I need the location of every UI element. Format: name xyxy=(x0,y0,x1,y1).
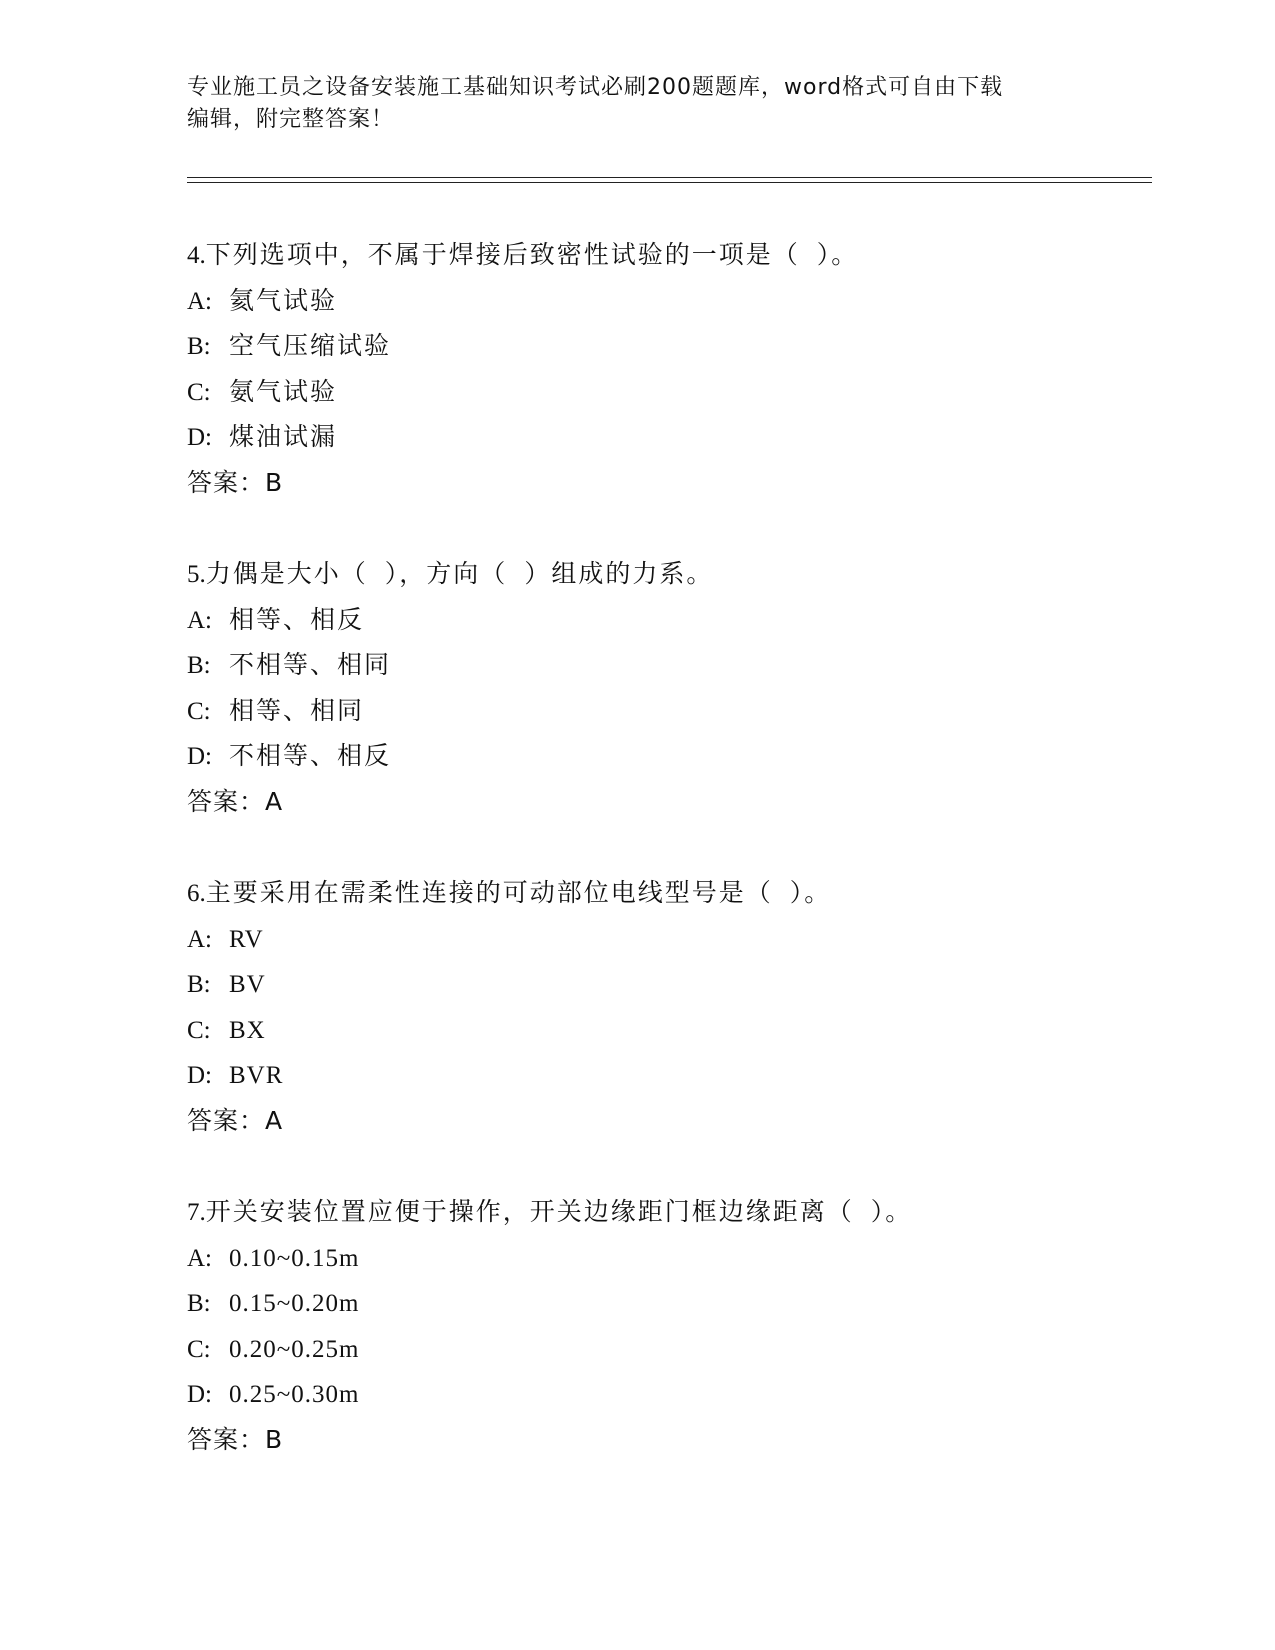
option-letter: C: xyxy=(187,697,211,725)
header-divider-bottom xyxy=(187,182,1152,183)
option-b xyxy=(187,323,1147,369)
option-c xyxy=(187,688,1147,734)
option-letter: B: xyxy=(187,652,211,679)
question-7 xyxy=(187,1189,1147,1462)
option-letter: B: xyxy=(187,971,211,998)
option-c xyxy=(187,1007,1147,1053)
option-b xyxy=(187,1280,1147,1326)
option-c xyxy=(187,369,1147,415)
header-title-line-2: 编辑，附完整答案！ xyxy=(187,107,395,132)
option-text: 不相等、相反 xyxy=(229,741,392,770)
option-text: 0.10~0.15m xyxy=(229,1244,360,1272)
question-text: 力偶是大小（ ），方向（ ）组成的力系。 xyxy=(205,559,714,588)
question-text: 下列选项中，不属于焊接后致密性试验的一项是（ ）。 xyxy=(205,240,859,269)
answer-line: 答案：A xyxy=(187,786,284,816)
question-stem xyxy=(187,1189,1147,1235)
question-number: 6. xyxy=(187,880,206,907)
option-text: BV xyxy=(229,971,266,998)
option-letter: C: xyxy=(187,1016,211,1044)
option-text: 相等、相同 xyxy=(229,695,365,725)
question-text: 主要采用在需柔性连接的可动部位电线型号是（ ）。 xyxy=(205,878,832,907)
option-d xyxy=(187,1052,1147,1098)
question-stem xyxy=(187,870,1147,916)
option-letter: D: xyxy=(187,1062,212,1089)
option-letter: D: xyxy=(187,424,212,451)
option-b xyxy=(187,642,1147,688)
option-letter: A: xyxy=(187,1244,212,1272)
question-number: 4. xyxy=(187,242,206,269)
option-text: BX xyxy=(229,1016,266,1044)
answer-line: 答案：B xyxy=(187,467,284,497)
option-letter: D: xyxy=(187,743,212,770)
option-text: 相等、相反 xyxy=(229,604,365,634)
option-text: 煤油试漏 xyxy=(229,422,338,451)
header-divider-top xyxy=(187,177,1152,178)
option-text: 0.15~0.20m xyxy=(229,1290,360,1317)
answer-line: 答案：B xyxy=(187,1424,284,1454)
option-text: 0.25~0.30m xyxy=(229,1381,360,1408)
question-stem xyxy=(187,551,1147,597)
option-text: 空气压缩试验 xyxy=(229,331,392,360)
option-d xyxy=(187,733,1147,779)
option-letter: A: xyxy=(187,606,212,634)
option-letter: B: xyxy=(187,1290,211,1317)
document-header xyxy=(187,72,1077,136)
option-a xyxy=(187,1235,1147,1281)
option-a xyxy=(187,916,1147,962)
option-text: 0.20~0.25m xyxy=(229,1335,360,1363)
question-number: 7. xyxy=(187,1199,206,1226)
option-letter: A: xyxy=(187,287,212,315)
question-5 xyxy=(187,551,1147,824)
option-text: 氨气试验 xyxy=(229,376,338,406)
option-c xyxy=(187,1326,1147,1372)
option-text: RV xyxy=(229,925,264,953)
option-letter: C: xyxy=(187,378,211,406)
option-letter: C: xyxy=(187,1335,211,1363)
option-b xyxy=(187,961,1147,1007)
option-a xyxy=(187,278,1147,324)
option-d xyxy=(187,414,1147,460)
header-title-line-1: 专业施工员之设备安装施工基础知识考试必刷200题题库，word格式可自由下载 xyxy=(187,75,1004,100)
question-6 xyxy=(187,870,1147,1143)
question-stem xyxy=(187,232,1147,278)
option-letter: D: xyxy=(187,1381,212,1408)
option-a xyxy=(187,597,1147,643)
option-text: 氦气试验 xyxy=(229,285,338,315)
answer-line: 答案：A xyxy=(187,1105,284,1135)
question-4 xyxy=(187,232,1147,505)
option-text: BVR xyxy=(229,1062,284,1089)
option-letter: A: xyxy=(187,925,212,953)
option-text: 不相等、相同 xyxy=(229,650,392,679)
question-text: 开关安装位置应便于操作，开关边缘距门框边缘距离（ ）。 xyxy=(205,1197,913,1226)
question-number: 5. xyxy=(187,561,206,588)
option-letter: B: xyxy=(187,333,211,360)
option-d xyxy=(187,1371,1147,1417)
